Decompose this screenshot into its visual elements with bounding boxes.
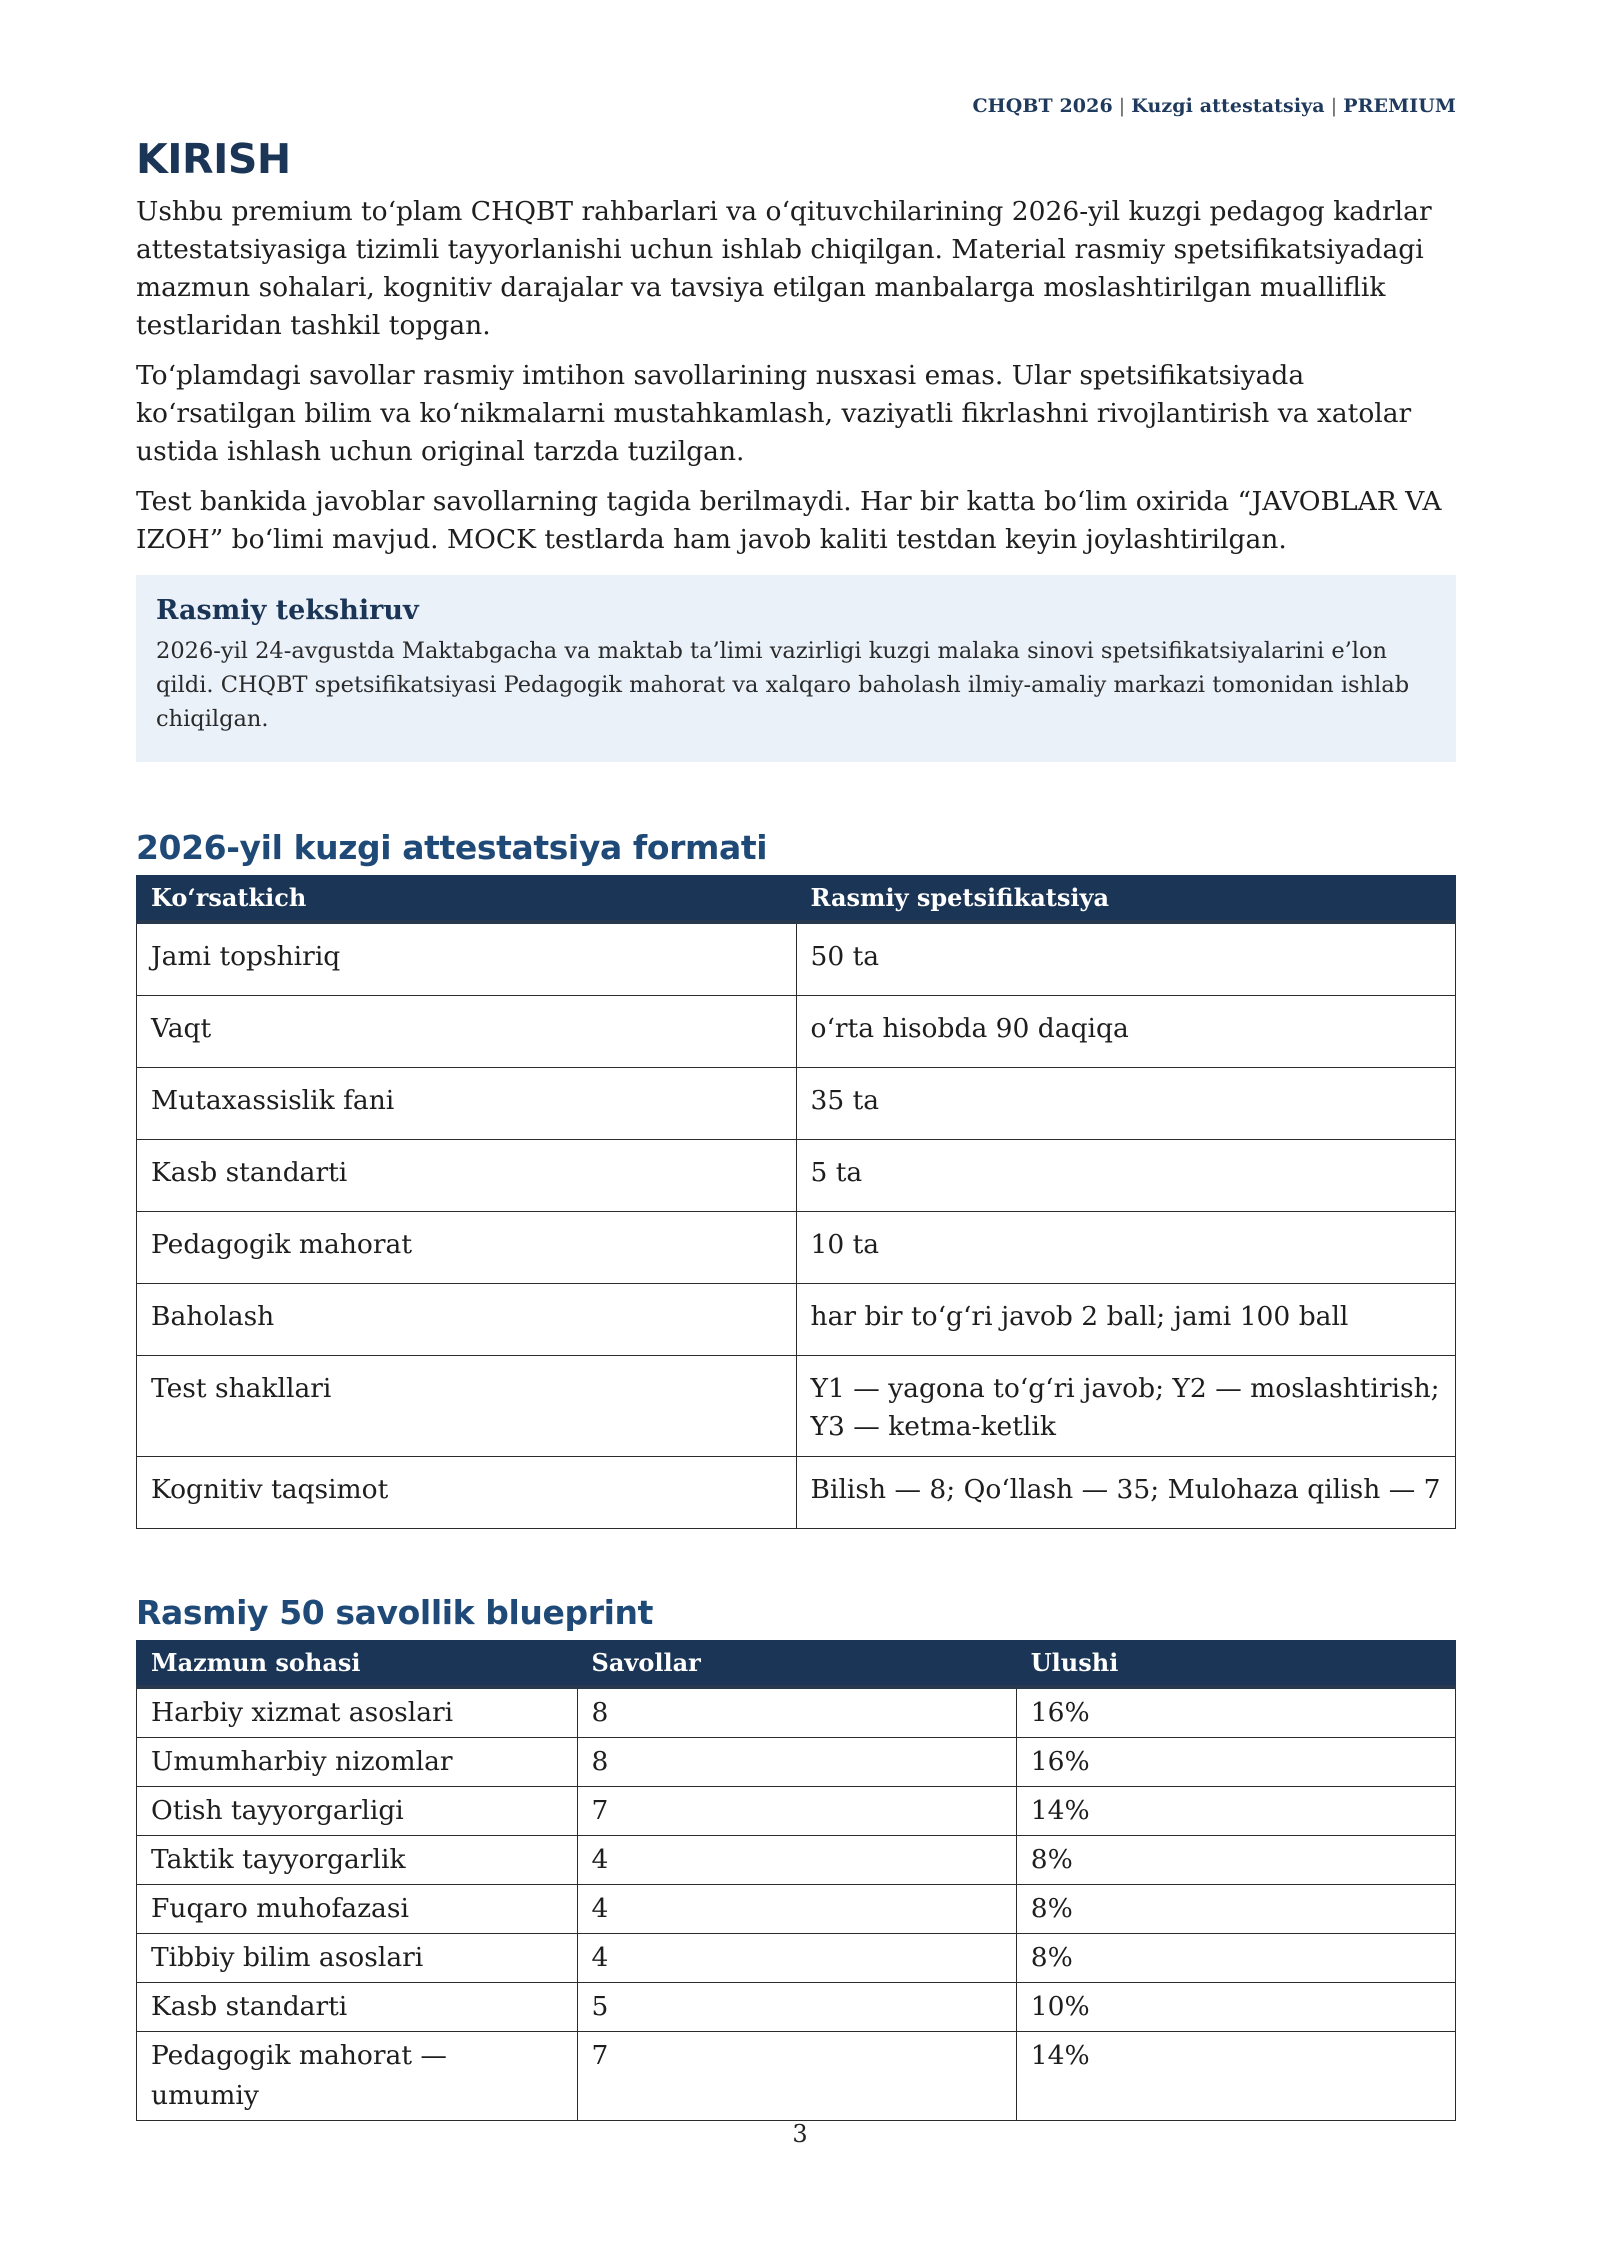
table-cell: 7 (577, 1787, 1016, 1836)
table-row (137, 1738, 1456, 1787)
intro-paragraph: Ushbu premium to‘plam CHQBT rahbarlari va o‘qituvchilarining 2026-yil kuzgi pedagog kadrlar attestatsiyasiga tizimli tayyorlanishi uchun ishlab chiqilgan. Material rasmiy spetsifikatsiyadagi mazmun sohalari, kognitiv darajalar va tavsiya etilgan manbalarga moslashtirilgan mualliflik testlaridan tashkil topgan. (136, 196, 1432, 341)
table-row (137, 1687, 1456, 1738)
intro-paragraph: Test bankida javoblar savollarning tagida berilmaydi. Har bir katta bo‘lim oxirida “JAVOBLAR VA IZOH” bo‘limi mavjud. MOCK testlarda ham javob kaliti testdan keyin joylashtirilgan. (136, 486, 1442, 555)
table-cell: Kasb standarti (137, 1140, 797, 1212)
table-cell: 16% (1016, 1738, 1455, 1787)
table-cell: 4 (577, 1836, 1016, 1885)
intro-paragraph: To‘plamdagi savollar rasmiy imtihon savollarining nusxasi emas. Ular spetsifikatsiyada ko‘rsatilgan bilim va ko‘nikmalarni mustahkamlash, vaziyatli fikrlashni rivojlantirish va xatolar ustida ishlash uchun original tarzda tuzilgan. (136, 360, 1412, 467)
header-exam-name: Kuzgi attestatsiya (1131, 95, 1325, 117)
table-cell: Taktik tayyorgarlik (137, 1836, 578, 1885)
table-cell: 4 (577, 1885, 1016, 1934)
running-header (136, 95, 1456, 117)
table-cell: Baholash (137, 1284, 797, 1356)
table-cell: har bir to‘g‘ri javob 2 ball; jami 100 ball (796, 1284, 1456, 1356)
table-cell: 10% (1016, 1983, 1455, 2032)
table-cell: Mutaxassislik fani (137, 1068, 797, 1140)
table-cell: Harbiy xizmat asoslari (137, 1687, 578, 1738)
table-cell: Vaqt (137, 996, 797, 1068)
blueprint-table (136, 1640, 1456, 2121)
table-cell: 8 (577, 1687, 1016, 1738)
table-row (137, 1934, 1456, 1983)
table-row (137, 1212, 1456, 1284)
table-cell: Bilish — 8; Qo‘llash — 35; Mulohaza qilish — 7 (796, 1457, 1456, 1529)
document-page (136, 95, 1456, 2121)
table-row (137, 1356, 1456, 1457)
page-number: 3 (792, 2120, 808, 2148)
table-header-row (137, 1641, 1456, 1688)
table-row (137, 1787, 1456, 1836)
table-cell: 5 (577, 1983, 1016, 2032)
callout-text: 2026-yil 24-avgustda Maktabgacha va maktab ta’limi vazirligi kuzgi malaka sinovi spetsifikatsiyalarini e’lon qildi. CHQBT spetsifikatsiyasi Pedagogik mahorat va xalqaro baholash ilmiy-amaliy markazi tomonidan ishlab chiqilgan. (156, 638, 1410, 732)
table-row (137, 922, 1456, 996)
section-title: KIRISH (136, 135, 291, 183)
header-doc-code: CHQBT 2026 (972, 95, 1113, 117)
format-table (136, 875, 1456, 1529)
column-header: Savollar (577, 1641, 1016, 1688)
table-cell: Kasb standarti (137, 1983, 578, 2032)
header-separator: | (1118, 95, 1126, 117)
table-cell: o‘rta hisobda 90 daqiqa (796, 996, 1456, 1068)
table-cell: Pedagogik mahorat (137, 1212, 797, 1284)
table-cell: 8% (1016, 1836, 1455, 1885)
table-cell: 14% (1016, 2032, 1455, 2121)
table-cell: Fuqaro muhofazasi (137, 1885, 578, 1934)
table-row (137, 1885, 1456, 1934)
header-separator: | (1330, 95, 1338, 117)
table-row (137, 1284, 1456, 1356)
table-row (137, 1140, 1456, 1212)
table-cell: 10 ta (796, 1212, 1456, 1284)
table-cell: 5 ta (796, 1140, 1456, 1212)
table-cell: 7 (577, 2032, 1016, 2121)
column-header: Rasmiy spetsifikatsiya (796, 876, 1456, 923)
table-cell: 16% (1016, 1687, 1455, 1738)
table-cell: 50 ta (796, 922, 1456, 996)
table-row (137, 1068, 1456, 1140)
table-header-row (137, 876, 1456, 923)
table-row (137, 1836, 1456, 1885)
table-cell: 4 (577, 1934, 1016, 1983)
table-row (137, 996, 1456, 1068)
table-cell: 8% (1016, 1885, 1455, 1934)
header-edition: PREMIUM (1343, 95, 1456, 117)
table-cell: Jami topshiriq (137, 922, 797, 996)
table-cell: 14% (1016, 1787, 1455, 1836)
table-row (137, 1457, 1456, 1529)
column-header: Ulushi (1016, 1641, 1455, 1688)
format-section-title: 2026-yil kuzgi attestatsiya formati (136, 828, 768, 867)
column-header: Mazmun sohasi (137, 1641, 578, 1688)
table-cell: Kognitiv taqsimot (137, 1457, 797, 1529)
table-cell: 8% (1016, 1934, 1455, 1983)
callout-title: Rasmiy tekshiruv (156, 595, 419, 626)
table-cell: Umumharbiy nizomlar (137, 1738, 578, 1787)
table-row (137, 2032, 1456, 2121)
table-cell: 35 ta (796, 1068, 1456, 1140)
column-header: Ko‘rsatkich (137, 876, 797, 923)
table-cell: Tibbiy bilim asoslari (137, 1934, 578, 1983)
table-cell: Otish tayyorgarligi (137, 1787, 578, 1836)
blueprint-section-title: Rasmiy 50 savollik blueprint (136, 1593, 653, 1632)
table-cell: Pedagogik mahorat — umumiy (137, 2032, 578, 2121)
table-cell: Test shakllari (137, 1356, 797, 1457)
table-row (137, 1983, 1456, 2032)
official-check-callout (136, 575, 1456, 762)
table-cell: 8 (577, 1738, 1016, 1787)
table-cell: Y1 — yagona to‘g‘ri javob; Y2 — moslashtirish; Y3 — ketma-ketlik (796, 1356, 1456, 1457)
